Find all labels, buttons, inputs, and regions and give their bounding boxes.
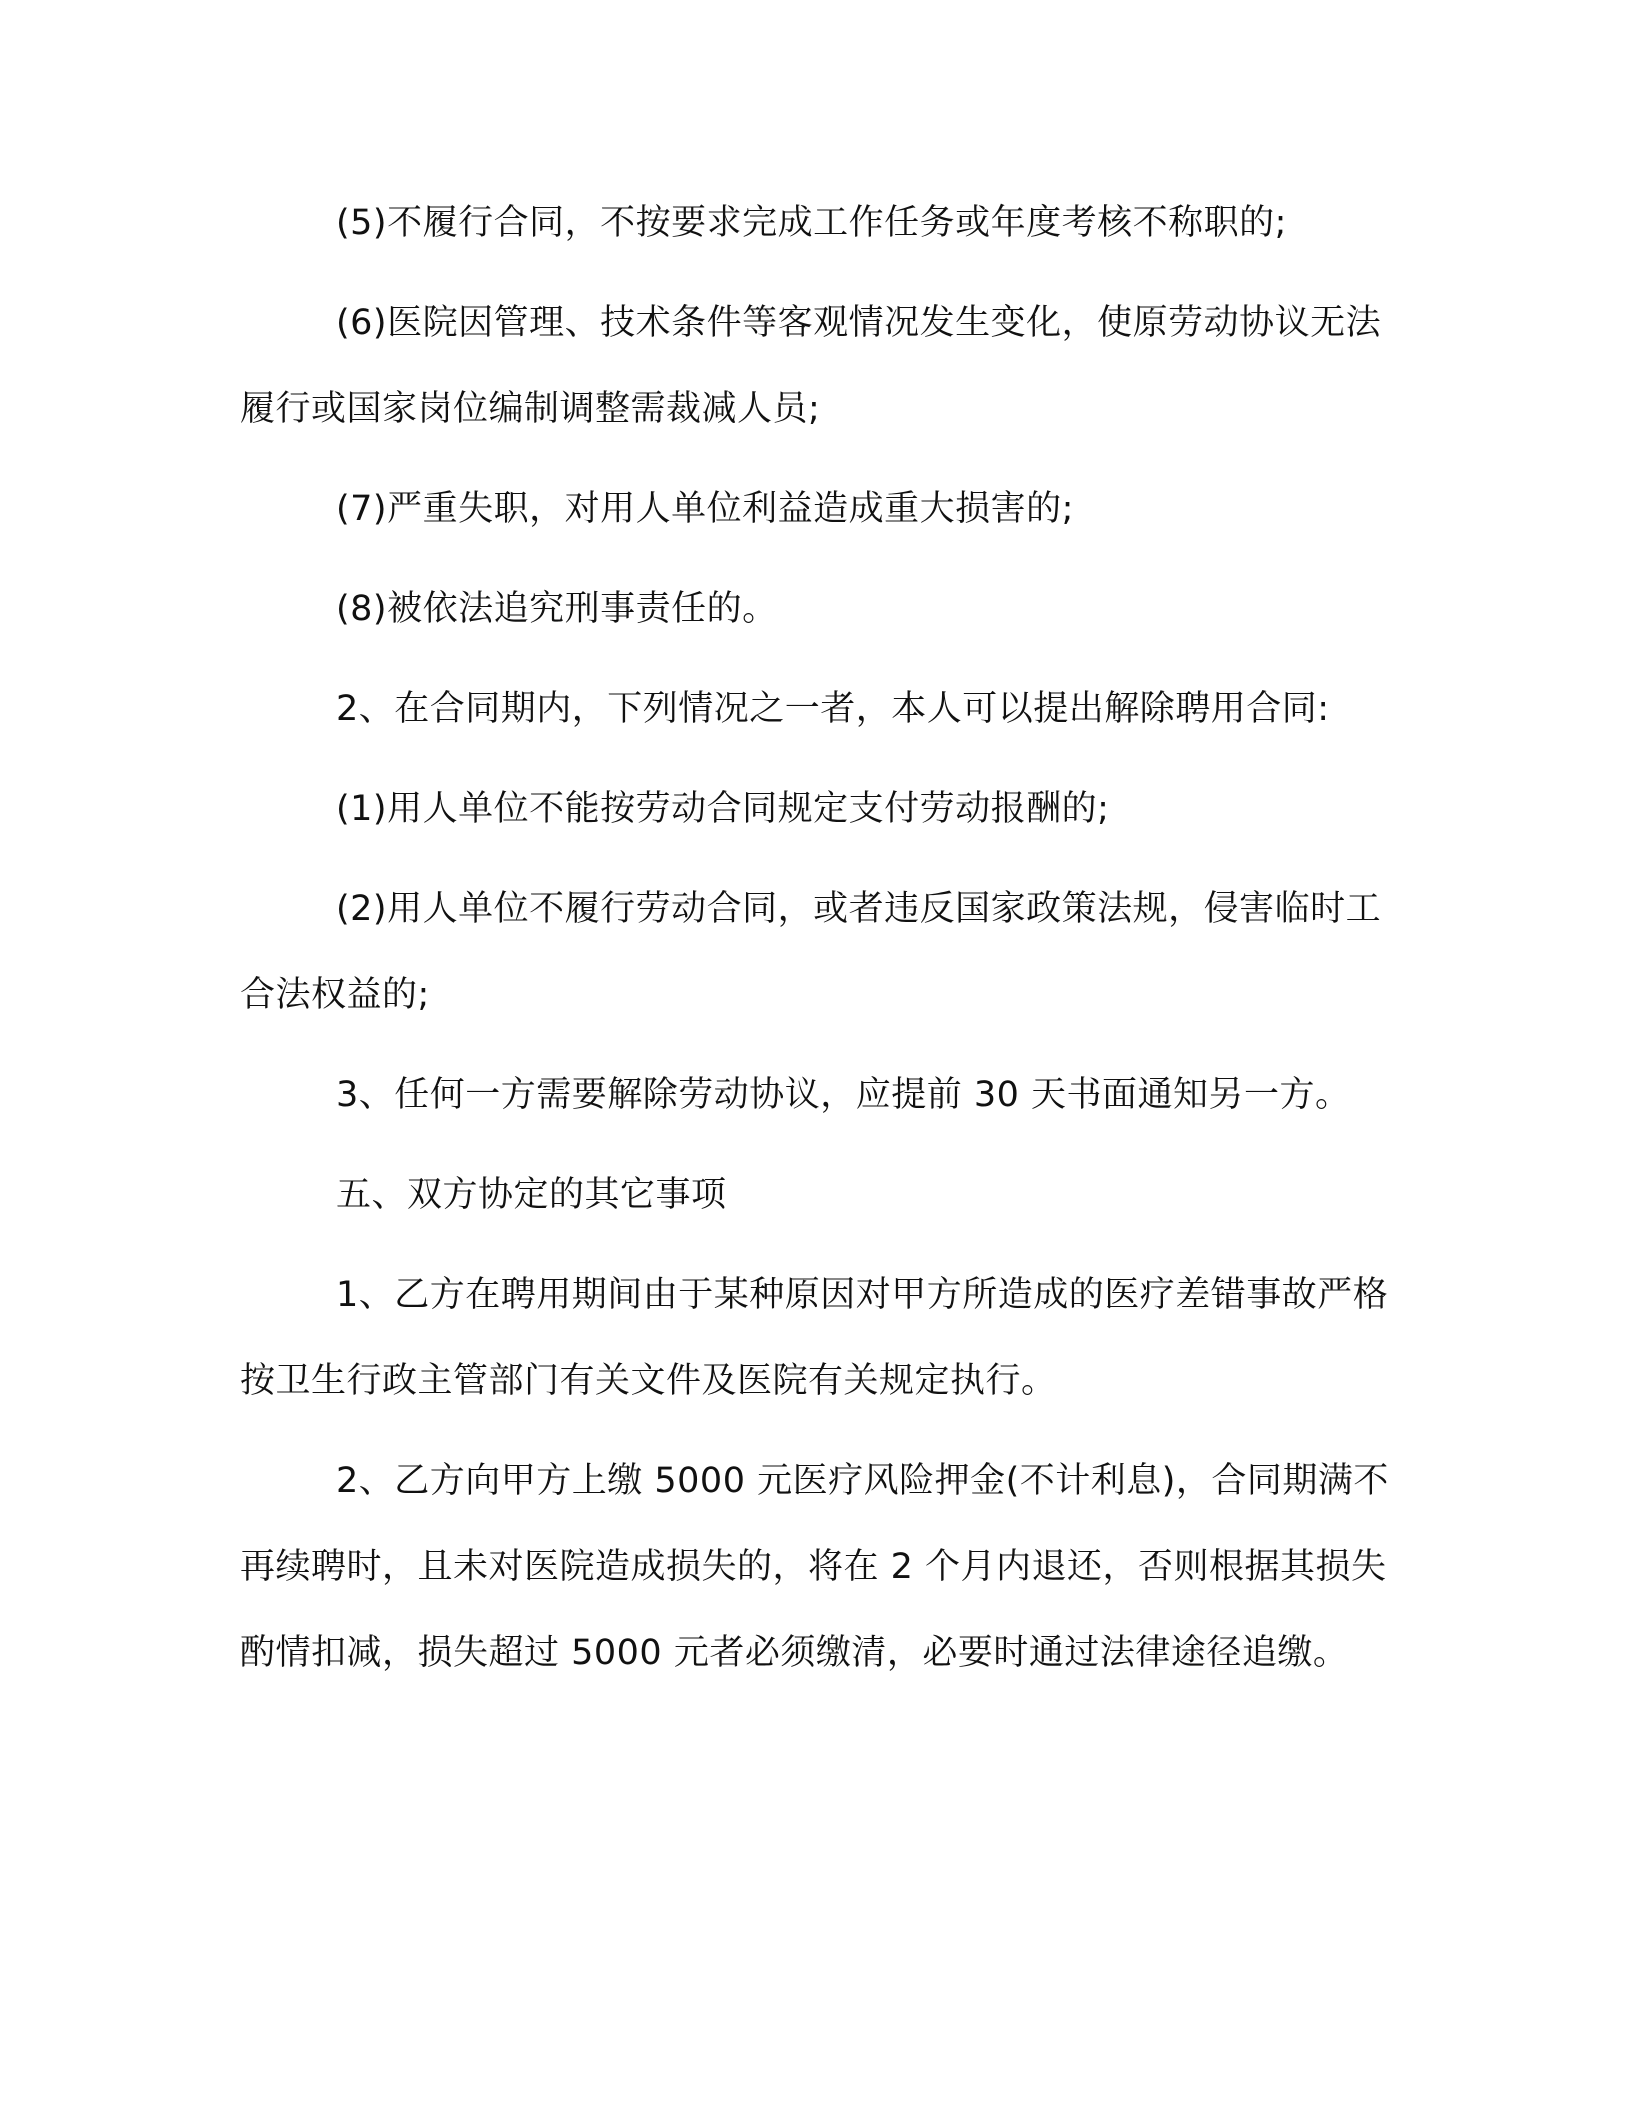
- clause-item-6: (6)医院因管理、技术条件等客观情况发生变化，使原劳动协议无法履行或国家岗位编制调整需裁减人员;: [240, 303, 1382, 429]
- clause-3: 3、任何一方需要解除劳动协议，应提前 30 天书面通知另一方。: [336, 1075, 1351, 1115]
- clause-item-7: (7)严重失职，对用人单位利益造成重大损害的;: [336, 489, 1074, 529]
- clause-item-8: (8)被依法追究刑事责任的。: [336, 589, 778, 629]
- section-5-item-1: 1、乙方在聘用期间由于某种原因对甲方所造成的医疗差错事故严格按卫生行政主管部门有关文件及医院有关规定执行。: [240, 1275, 1389, 1401]
- clause-2-heading: 2、在合同期内，下列情况之一者，本人可以提出解除聘用合同:: [336, 689, 1330, 729]
- clause-2-item-1: (1)用人单位不能按劳动合同规定支付劳动报酬的;: [336, 789, 1110, 829]
- clause-item-5: (5)不履行合同，不按要求完成工作任务或年度考核不称职的;: [336, 203, 1287, 243]
- clause-2-item-2: (2)用人单位不履行劳动合同，或者违反国家政策法规，侵害临时工合法权益的;: [240, 889, 1382, 1015]
- section-5-item-2: 2、乙方向甲方上缴 5000 元医疗风险押金(不计利息)，合同期满不再续聘时，且未对医院造成损失的，将在 2 个月内退还，否则根据其损失酌情扣减，损失超过 5000 元者必须缴清，必要时通过法律途径追缴。: [240, 1461, 1389, 1673]
- document-body: [240, 180, 1400, 1710]
- section-5-heading: 五、双方协定的其它事项: [336, 1175, 727, 1215]
